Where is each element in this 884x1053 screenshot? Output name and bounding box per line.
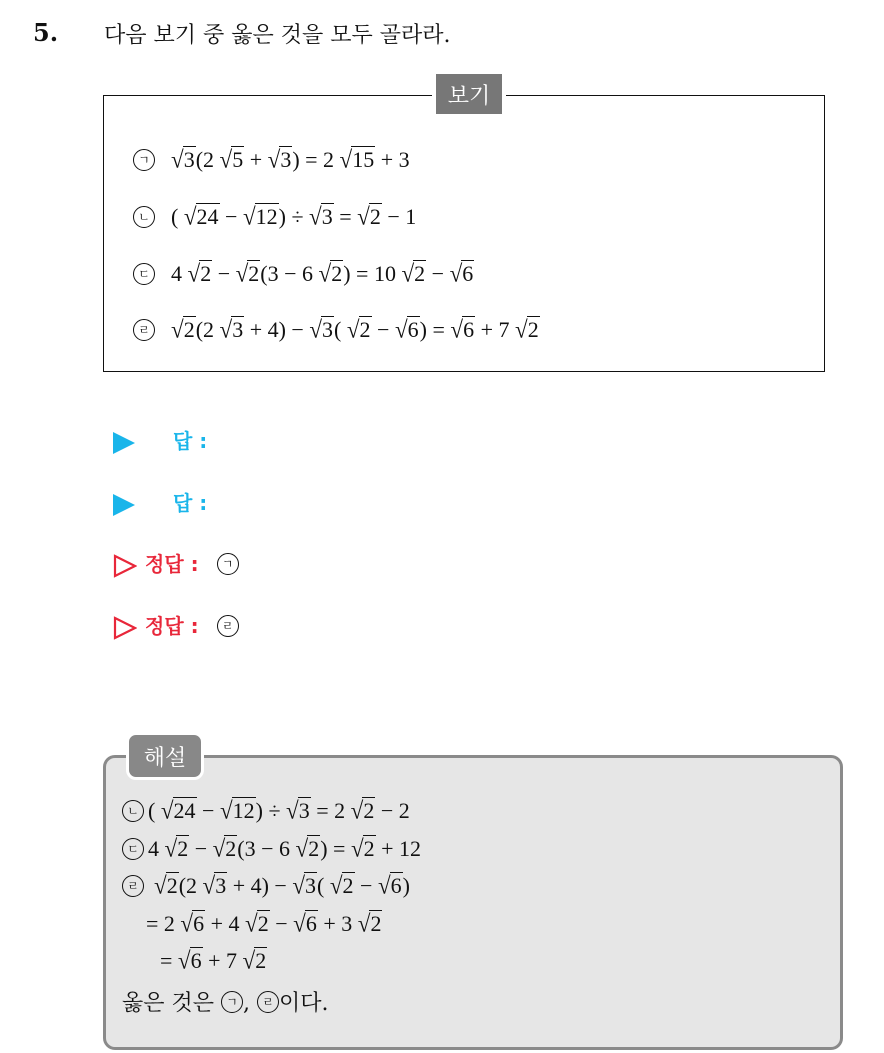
question-number: 5. bbox=[33, 18, 59, 47]
answer-blank-1 bbox=[113, 425, 207, 454]
marker-circle: ㄷ bbox=[133, 263, 155, 285]
marker-circle: ㄴ bbox=[133, 206, 155, 228]
marker-circle: ㄷ bbox=[122, 838, 144, 860]
solution-line-3 bbox=[122, 872, 410, 899]
solution-line-2 bbox=[122, 835, 421, 862]
answer-label: 답 : bbox=[173, 429, 208, 453]
equation: = 2 √6 + 4 √2 − √6 + 3 √2 bbox=[146, 909, 382, 937]
equation: 4 √2 − √2(3 − 6 √2) = √2 + 12 bbox=[148, 834, 422, 862]
marker-circle: ㄱ bbox=[221, 991, 243, 1013]
bogi-label: 보기 bbox=[432, 74, 506, 114]
marker-circle: ㄹ bbox=[122, 875, 144, 897]
marker-circle: ㄴ bbox=[122, 800, 144, 822]
bogi-item-2 bbox=[133, 203, 416, 230]
explanation-label: 해설 bbox=[126, 732, 204, 780]
solution-line-5 bbox=[160, 947, 267, 974]
play-icon bbox=[113, 432, 135, 454]
marker-circle: ㄹ bbox=[257, 991, 279, 1013]
bogi-item-3 bbox=[133, 260, 474, 287]
solution-line-4 bbox=[146, 910, 382, 937]
correct-label: 정답 : bbox=[145, 614, 199, 638]
bogi-item-1 bbox=[133, 146, 410, 173]
correct-value: ㄱ bbox=[217, 553, 239, 575]
equation: ( √24 − √12) ÷ √3 = √2 − 1 bbox=[171, 202, 417, 230]
equation: √3(2 √5 + √3) = 2 √15 + 3 bbox=[171, 145, 410, 173]
solution-line-1 bbox=[122, 797, 410, 824]
correct-answer-2 bbox=[113, 610, 255, 640]
question-text: 다음 보기 중 옳은 것을 모두 골라라. bbox=[104, 23, 451, 48]
equation: √2(2 √3 + 4) − √3( √2 − √6) = √6 + 7 √2 bbox=[171, 315, 539, 343]
correct-answer-1 bbox=[113, 548, 255, 578]
equation: ( √24 − √12) ÷ √3 = 2 √2 − 2 bbox=[148, 796, 410, 824]
play-outline-icon bbox=[113, 616, 137, 640]
answer-label: 답 : bbox=[173, 491, 208, 515]
marker-circle: ㄱ bbox=[133, 149, 155, 171]
answer-blank-2 bbox=[113, 487, 207, 516]
play-outline-icon bbox=[113, 554, 137, 578]
marker-circle: ㄹ bbox=[133, 319, 155, 341]
equation: √2(2 √3 + 4) − √3( √2 − √6) bbox=[154, 871, 410, 899]
correct-label: 정답 : bbox=[145, 552, 199, 576]
play-icon bbox=[113, 494, 135, 516]
equation: = √6 + 7 √2 bbox=[160, 946, 267, 974]
bogi-item-4 bbox=[133, 316, 540, 343]
equation: 4 √2 − √2(3 − 6 √2) = 10 √2 − √6 bbox=[171, 259, 474, 287]
correct-value: ㄹ bbox=[217, 615, 239, 637]
solution-conclusion: 옳은 것은 ㄱ , ㄹ 이다. bbox=[122, 991, 329, 1016]
